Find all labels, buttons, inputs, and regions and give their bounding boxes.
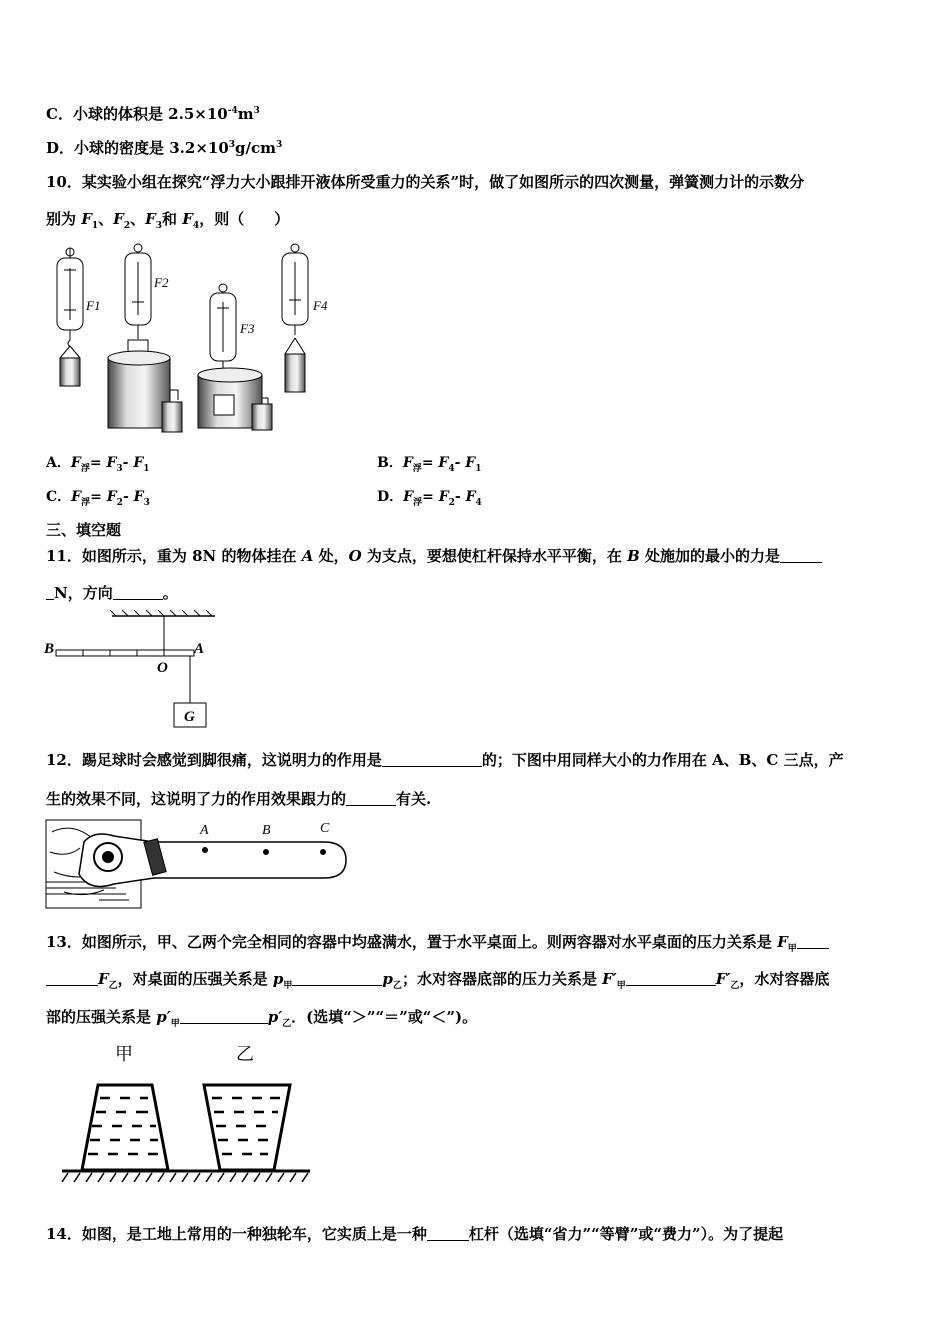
answer-blank[interactable] [113,585,163,600]
spring-scale-3 [198,284,272,430]
spring-scale-1 [57,248,83,386]
q10-option-a: A．$F_浮= F_3-$ $F_1$ [46,455,150,474]
q13-stem-line3: 部的压强关系是 $p'_甲$ $p'_乙$．(选填“＞”“＝”或“＜”)。 [46,1008,478,1029]
q13-stem-line1: 13．如图所示，甲、乙两个完全相同的容器中均盛满水，置于水平桌面上。则两容器对水平桌面的压力关系是 $F_甲$ [46,931,829,954]
label-point-b: B [262,823,271,838]
spring-scale-2 [108,244,182,432]
label-jia: 甲 [115,1044,133,1064]
q10-option-c: C．$F_浮= F_2-$ $F_3$ [46,489,150,508]
answer-blank[interactable] [382,752,482,767]
answer-blank[interactable] [46,971,98,986]
lever-figure [40,608,240,733]
label-f3: F3 [240,321,255,336]
label-point-c: C [320,821,330,836]
q14-stem-line1: 14．如图，是工地上常用的一种独轮车，它实质上是一种 杠杆（选填“省力”“等臂”或“费力”）。为了提起 [46,1225,784,1243]
q12-stem-line1: 12．踢足球时会感觉到脚很痛，这说明力的作用是 的；下图中用同样大小的力作用在 A、B、C 三点，产 [46,751,844,769]
answer-blank[interactable] [626,971,716,986]
q12-stem-line2: 生的效果不同，这说明了力的作用效果跟力的 有关. [46,790,432,808]
wrench-figure [44,812,354,912]
label-f4: F4 [313,298,328,313]
answer-blank[interactable] [46,585,54,600]
label-o: O [157,660,168,676]
q11-stem-line2: N，方向 。 [46,582,178,603]
answer-blank[interactable] [346,791,396,806]
answer-blank[interactable] [292,971,382,986]
label-point-a: A [200,823,209,838]
containers-figure [58,1040,318,1190]
label-yi: 乙 [236,1044,254,1064]
q10-option-d: D．$F_浮= F_2-$ $F_4$ [377,489,482,508]
label-b: B [44,641,55,657]
spring-scale-figure [40,240,350,440]
spring-scale-4 [282,244,308,392]
label-f2: F2 [154,275,169,290]
q10-stem-line2: 别为 $F_1$、$F_2$、$F_3$和 $F_4$，则（ ） [46,210,290,231]
label-g: G [184,709,195,725]
q11-stem-line1: 11．如图所示，重为 8N 的物体挂在 A 处，O 为支点，要想使杠杆保持水平平衡，在 B 处施加的最小的力是 [46,545,822,566]
q10-option-b: B．$F_浮= F_4-$ $F_1$ [377,455,482,474]
answer-blank[interactable] [780,548,822,563]
q9-option-d: D．小球的密度是 $3.2\times 10^3g/cm^3$ [46,139,283,157]
section-heading: 三、填空题 [46,521,122,539]
q9-option-c: C．小球的体积是 $2.5\times 10^{-4}m^3$ [46,105,260,123]
answer-blank[interactable] [180,1009,268,1024]
container-jia [82,1085,168,1170]
q13-stem-line2: $F_乙$，对桌面的压强关系是 $p_甲$ $p_乙$；水对容器底部的压力关系是 $F'_甲$ $F'_乙$，水对容器底 [46,968,829,991]
answer-blank[interactable] [427,1226,469,1241]
label-f1: F1 [86,298,101,313]
container-yi [204,1085,290,1170]
answer-blank[interactable] [797,934,829,949]
label-a: A [194,641,205,657]
q10-stem-line1: 10．某实验小组在探究“浮力大小跟排开液体所受重力的关系”时，做了如图所示的四次测量，弹簧测力计的示数分 [46,173,805,191]
